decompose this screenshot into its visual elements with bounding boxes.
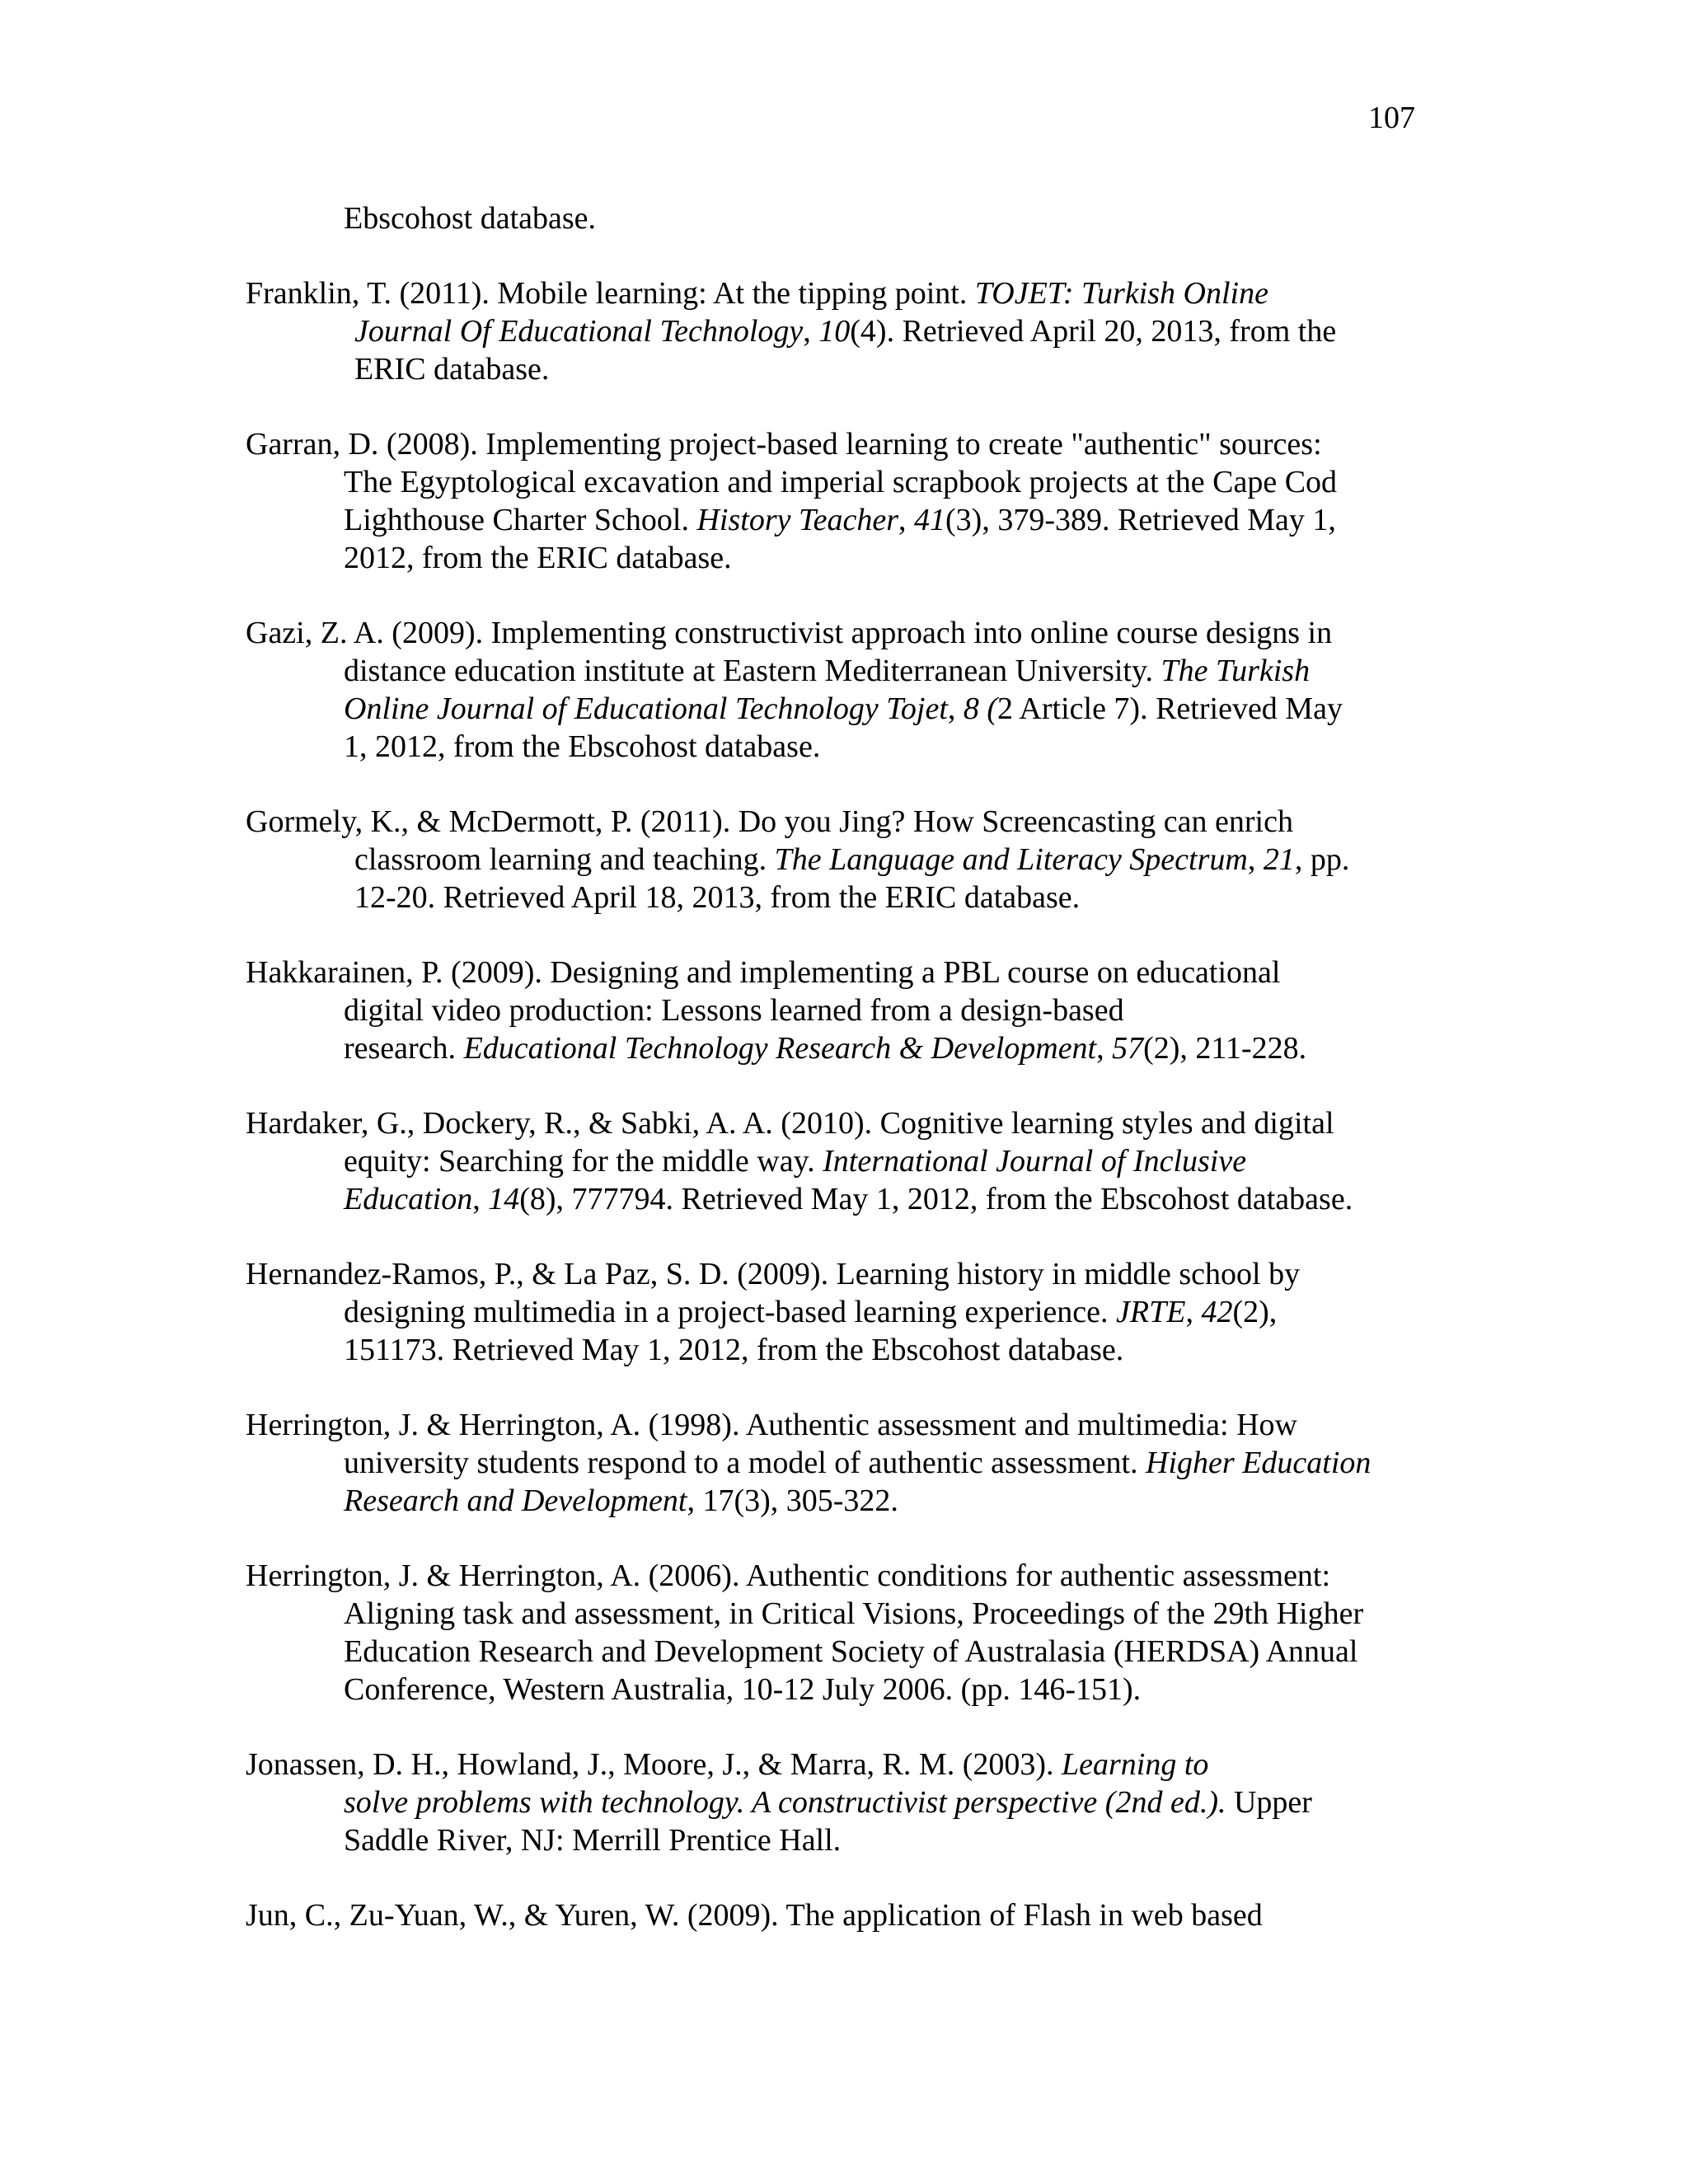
reference-line — [344, 1821, 841, 1859]
reference-line — [344, 1783, 1312, 1821]
text: Gazi, Z. A. (2009). Implementing constructivist approach into online course designs in — [246, 616, 1333, 650]
text: 2012, from the ERIC database. — [344, 541, 732, 575]
text: (4). Retrieved April 20, 2013, from the — [850, 314, 1337, 349]
reference-line — [246, 1255, 1300, 1293]
italic-text: 57 — [1112, 1031, 1144, 1066]
text: , — [1185, 1295, 1202, 1329]
reference-line — [344, 1180, 1353, 1218]
page-number: 107 — [1368, 101, 1415, 135]
italic-text: International Journal of Inclusive — [823, 1144, 1247, 1179]
reference-line — [344, 991, 1124, 1029]
text: Franklin, T. (2011). Mobile learning: At the tipping point. — [246, 276, 975, 311]
reference-line — [246, 1557, 1330, 1595]
reference-line — [354, 350, 549, 388]
text: university students respond to a model of authentic assessment. — [344, 1446, 1146, 1480]
reference-line — [344, 1595, 1363, 1633]
italic-text: Online Journal of Educational Technology Tojet — [344, 691, 948, 726]
reference-line — [246, 803, 1293, 841]
reference-line — [344, 1293, 1277, 1331]
text: , 17(3), 305-322. — [687, 1483, 898, 1518]
text: 1, 2012, from the Ebscohost database. — [344, 729, 821, 764]
text: , — [898, 503, 915, 537]
italic-text: 10 — [818, 314, 851, 349]
text: Herrington, J. & Herrington, A. (1998). Authentic assessment and multimedia: How — [246, 1408, 1297, 1442]
text: Hardaker, G., Dockery, R., & Sabki, A. A. (2010). Cognitive learning styles and digital — [246, 1106, 1334, 1141]
text: Conference, Western Australia, 10-12 July 2006. (pp. 146-151). — [344, 1672, 1142, 1707]
italic-text: Research and Development — [344, 1483, 687, 1518]
italic-text: 14 — [488, 1182, 520, 1216]
text: 12-20. Retrieved April 18, 2013, from the ERIC database. — [354, 880, 1081, 915]
reference-line — [354, 841, 1349, 879]
text: (8), 777794. Retrieved May 1, 2012, from the Ebscohost database. — [519, 1182, 1353, 1216]
text: , — [803, 314, 819, 349]
reference-line — [344, 652, 1310, 690]
text: Herrington, J. & Herrington, A. (2006). Authentic conditions for authentic assessment: — [246, 1558, 1331, 1593]
text: Upper — [1226, 1785, 1312, 1820]
italic-text: The Language and Literacy Spectrum — [774, 842, 1248, 877]
reference-line — [344, 1444, 1371, 1482]
italic-text: 41 — [914, 503, 946, 537]
italic-text: Education — [344, 1182, 473, 1216]
text: classroom learning and teaching. — [354, 842, 775, 877]
text: Jun, C., Zu-Yuan, W., & Yuren, W. (2009). The application of Flash in web based — [246, 1898, 1263, 1933]
italic-text: Journal Of Educational Technology — [354, 314, 804, 349]
text: (2), 211-228. — [1143, 1031, 1307, 1066]
italic-text: 42 — [1201, 1295, 1233, 1329]
reference-line — [246, 1896, 1263, 1934]
reference-line — [344, 1029, 1306, 1067]
italic-text: 21 — [1263, 842, 1295, 877]
text: Hernandez-Ramos, P., & La Paz, S. D. (2009). Learning history in middle school by — [246, 1257, 1301, 1291]
reference-line — [344, 1142, 1246, 1180]
italic-text: History Teacher — [696, 503, 899, 537]
text: Saddle River, NJ: Merrill Prentice Hall. — [344, 1823, 842, 1858]
text: Aligning task and assessment, in Critical Visions, Proceedings of the 29th Higher — [344, 1596, 1364, 1631]
reference-line — [354, 879, 1080, 916]
reference-line — [344, 728, 820, 766]
reference-line — [344, 501, 1336, 539]
text: ERIC database. — [354, 352, 550, 387]
text: Education Research and Development Society of Australasia (HERDSA) Annual — [344, 1634, 1358, 1669]
reference-line — [344, 1331, 1123, 1369]
reference-line — [246, 1104, 1334, 1142]
text: 151173. Retrieved May 1, 2012, from the Ebscohost database. — [344, 1333, 1124, 1367]
text: , — [1096, 1031, 1113, 1066]
reference-line — [344, 1633, 1357, 1671]
text: , — [472, 1182, 489, 1216]
text: equity: Searching for the middle way. — [344, 1144, 823, 1179]
reference-line — [344, 690, 1343, 728]
text: , — [1247, 842, 1264, 877]
reference-line — [246, 614, 1332, 652]
text: Lighthouse Charter School. — [344, 503, 697, 537]
reference-line — [246, 1406, 1297, 1444]
text: (2), — [1232, 1295, 1278, 1329]
text: Ebscohost database. — [344, 201, 597, 236]
italic-text: The Turkish — [1160, 654, 1311, 688]
text: digital video production: Lessons learned from a design-based — [344, 993, 1124, 1028]
text: , — [947, 691, 964, 726]
italic-text: 8 ( — [963, 691, 998, 726]
italic-text: Educational Technology Research & Development — [463, 1031, 1097, 1066]
text: Gormely, K., & McDermott, P. (2011). Do you Jing? How Screencasting can enrich — [246, 804, 1293, 839]
text: 2 Article 7). Retrieved May — [997, 691, 1343, 726]
reference-line — [354, 312, 1336, 350]
text: Garran, D. (2008). Implementing project-based learning to create "authentic" sources: — [246, 427, 1322, 462]
reference-line — [246, 954, 1280, 991]
text: designing multimedia in a project-based learning experience. — [344, 1295, 1116, 1329]
text: Jonassen, D. H., Howland, J., Moore, J., & Marra, R. M. (2003). — [246, 1747, 1062, 1782]
text: , pp. — [1294, 842, 1350, 877]
italic-text: Higher Education — [1146, 1446, 1372, 1480]
text: research. — [344, 1031, 464, 1066]
reference-line — [344, 463, 1337, 501]
italic-text: JRTE — [1116, 1295, 1186, 1329]
italic-text: Learning to — [1062, 1747, 1209, 1782]
italic-text: TOJET: Turkish Online — [974, 276, 1268, 311]
reference-line — [246, 274, 1268, 312]
reference-line — [344, 539, 732, 577]
reference-line — [246, 425, 1322, 463]
text: (3), 379-389. Retrieved May 1, — [945, 503, 1336, 537]
reference-line — [344, 199, 596, 237]
reference-line — [344, 1482, 898, 1520]
text: distance education institute at Eastern Mediterranean University. — [344, 654, 1161, 688]
italic-text: solve problems with technology. A constructivist perspective (2nd ed.). — [344, 1785, 1226, 1820]
text: The Egyptological excavation and imperial scrapbook projects at the Cape Cod — [344, 465, 1338, 499]
text: Hakkarainen, P. (2009). Designing and implementing a PBL course on educational — [246, 955, 1281, 990]
reference-line — [246, 1746, 1208, 1783]
reference-line — [344, 1671, 1141, 1708]
